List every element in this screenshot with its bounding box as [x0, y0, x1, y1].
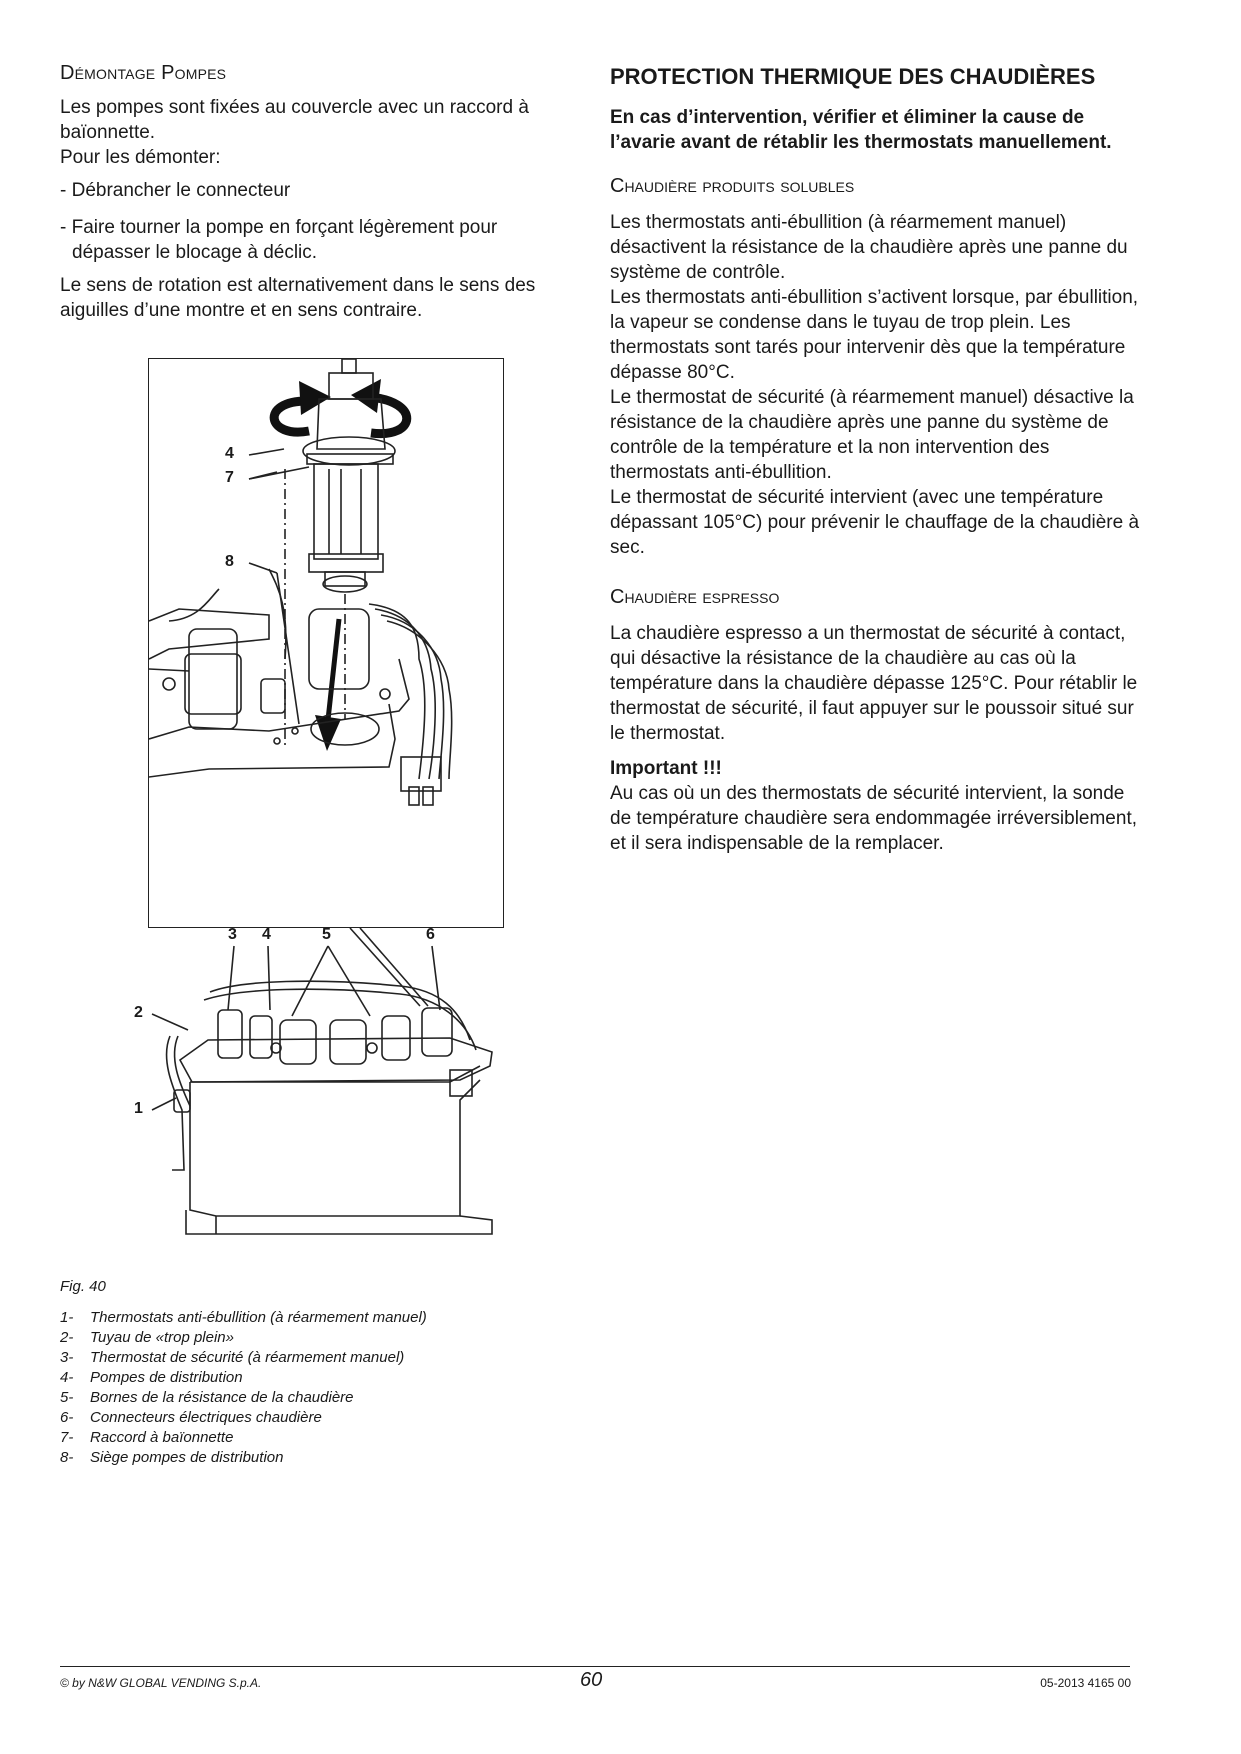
legend-item: 7- Raccord à baïonnette: [60, 1429, 234, 1446]
legend-item: 2- Tuyau de «trop plein»: [60, 1329, 234, 1346]
callout-3: 3: [228, 926, 237, 943]
page-number: 60: [580, 1669, 603, 1691]
boiler-overview-illustration: [120, 920, 520, 1260]
warning-intro: En cas d’intervention, vérifier et éliminer la cause de l’avarie avant de rétablir les thermostats manuellement.: [610, 107, 1112, 153]
legend-item: 1- Thermostats anti-ébullition (à réarmement manuel): [60, 1309, 427, 1326]
callout-2: 2: [134, 1004, 143, 1021]
list-item-continued: dépasser le blocage à déclic.: [72, 242, 318, 263]
section-heading-pump-removal: Démontage Pompes: [60, 62, 227, 84]
footer-divider: [60, 1666, 1130, 1667]
paragraph: Les thermostats anti-ébullition s’activent lorsque, par ébullition, la vapeur se condense dans le tuyau de trop plein. Les thermostats sont tarés pour intervenir dès que la température dépasse 80°C.: [610, 287, 1139, 383]
paragraph: Le thermostat de sécurité (à réarmement manuel) désactive la résistance de la chaudière après une panne du système de contrôle de la température et la non intervention des thermostats anti-ébullition.: [610, 387, 1134, 483]
paragraph: Au cas où un des thermostats de sécurité intervient, la sonde de température chaudière sera endommagée irréversiblement, et il sera indispensable de la remplacer.: [610, 783, 1137, 854]
section-heading-thermal-protection: PROTECTION THERMIQUE DES CHAUDIÈRES: [610, 64, 1096, 89]
callout-8-top: 8: [225, 553, 234, 570]
pump-removal-illustration: [148, 358, 504, 928]
legend-item: 8- Siège pompes de distribution: [60, 1449, 284, 1466]
paragraph: La chaudière espresso a un thermostat de sécurité à contact, qui désactive la résistance de la chaudière au cas où la température dans la chaudière dépasse 125°C. Pour rétablir le thermostat de sécurité, il faut appuyer sur le poussoir situé sur le thermostat.: [610, 623, 1138, 744]
figure-caption: Fig. 40: [60, 1278, 106, 1295]
legend-item: 6- Connecteurs électriques chaudière: [60, 1409, 322, 1426]
pump-drawing: [149, 359, 503, 927]
paragraph: Les pompes sont fixées au couvercle avec un raccord à baïonnette.: [60, 97, 529, 143]
callout-6: 6: [426, 926, 435, 943]
paragraph: Les thermostats anti-ébullition (à réarmement manuel) désactivent la résistance de la chaudière après une panne du système de contrôle.: [610, 212, 1128, 283]
document-code: 05-2013 4165 00: [1040, 1676, 1131, 1690]
legend-item: 5- Bornes de la résistance de la chaudière: [60, 1389, 354, 1406]
important-label: Important !!!: [610, 758, 722, 779]
paragraph: Le sens de rotation est alternativement dans le sens des aiguilles d’une montre et en sens contraire.: [60, 275, 536, 321]
callout-4-top: 4: [225, 445, 234, 462]
callout-1: 1: [134, 1100, 143, 1117]
boiler-drawing: [120, 920, 520, 1260]
callout-4: 4: [262, 926, 271, 943]
paragraph: Pour les démonter:: [60, 147, 221, 168]
list-item: - Faire tourner la pompe en forçant légèrement pour: [60, 217, 498, 238]
legend-item: 3- Thermostat de sécurité (à réarmement manuel): [60, 1349, 405, 1366]
subheading-espresso-boiler: Chaudière espresso: [610, 586, 780, 608]
right-column: [610, 62, 1140, 856]
callout-5: 5: [322, 926, 331, 943]
subheading-soluble-boiler: Chaudière produits solubles: [610, 175, 855, 197]
legend-item: 4- Pompes de distribution: [60, 1369, 243, 1386]
callout-7-top: 7: [225, 469, 234, 486]
figure-legend: [60, 1308, 580, 1468]
footer-copyright: © by N&W GLOBAL VENDING S.p.A.: [60, 1676, 262, 1690]
paragraph: Le thermostat de sécurité intervient (avec une température dépassant 105°C) pour prévenir le chauffage de la chaudière à sec.: [610, 487, 1140, 558]
list-item: - Débrancher le connecteur: [60, 180, 291, 201]
left-column: [60, 62, 580, 323]
